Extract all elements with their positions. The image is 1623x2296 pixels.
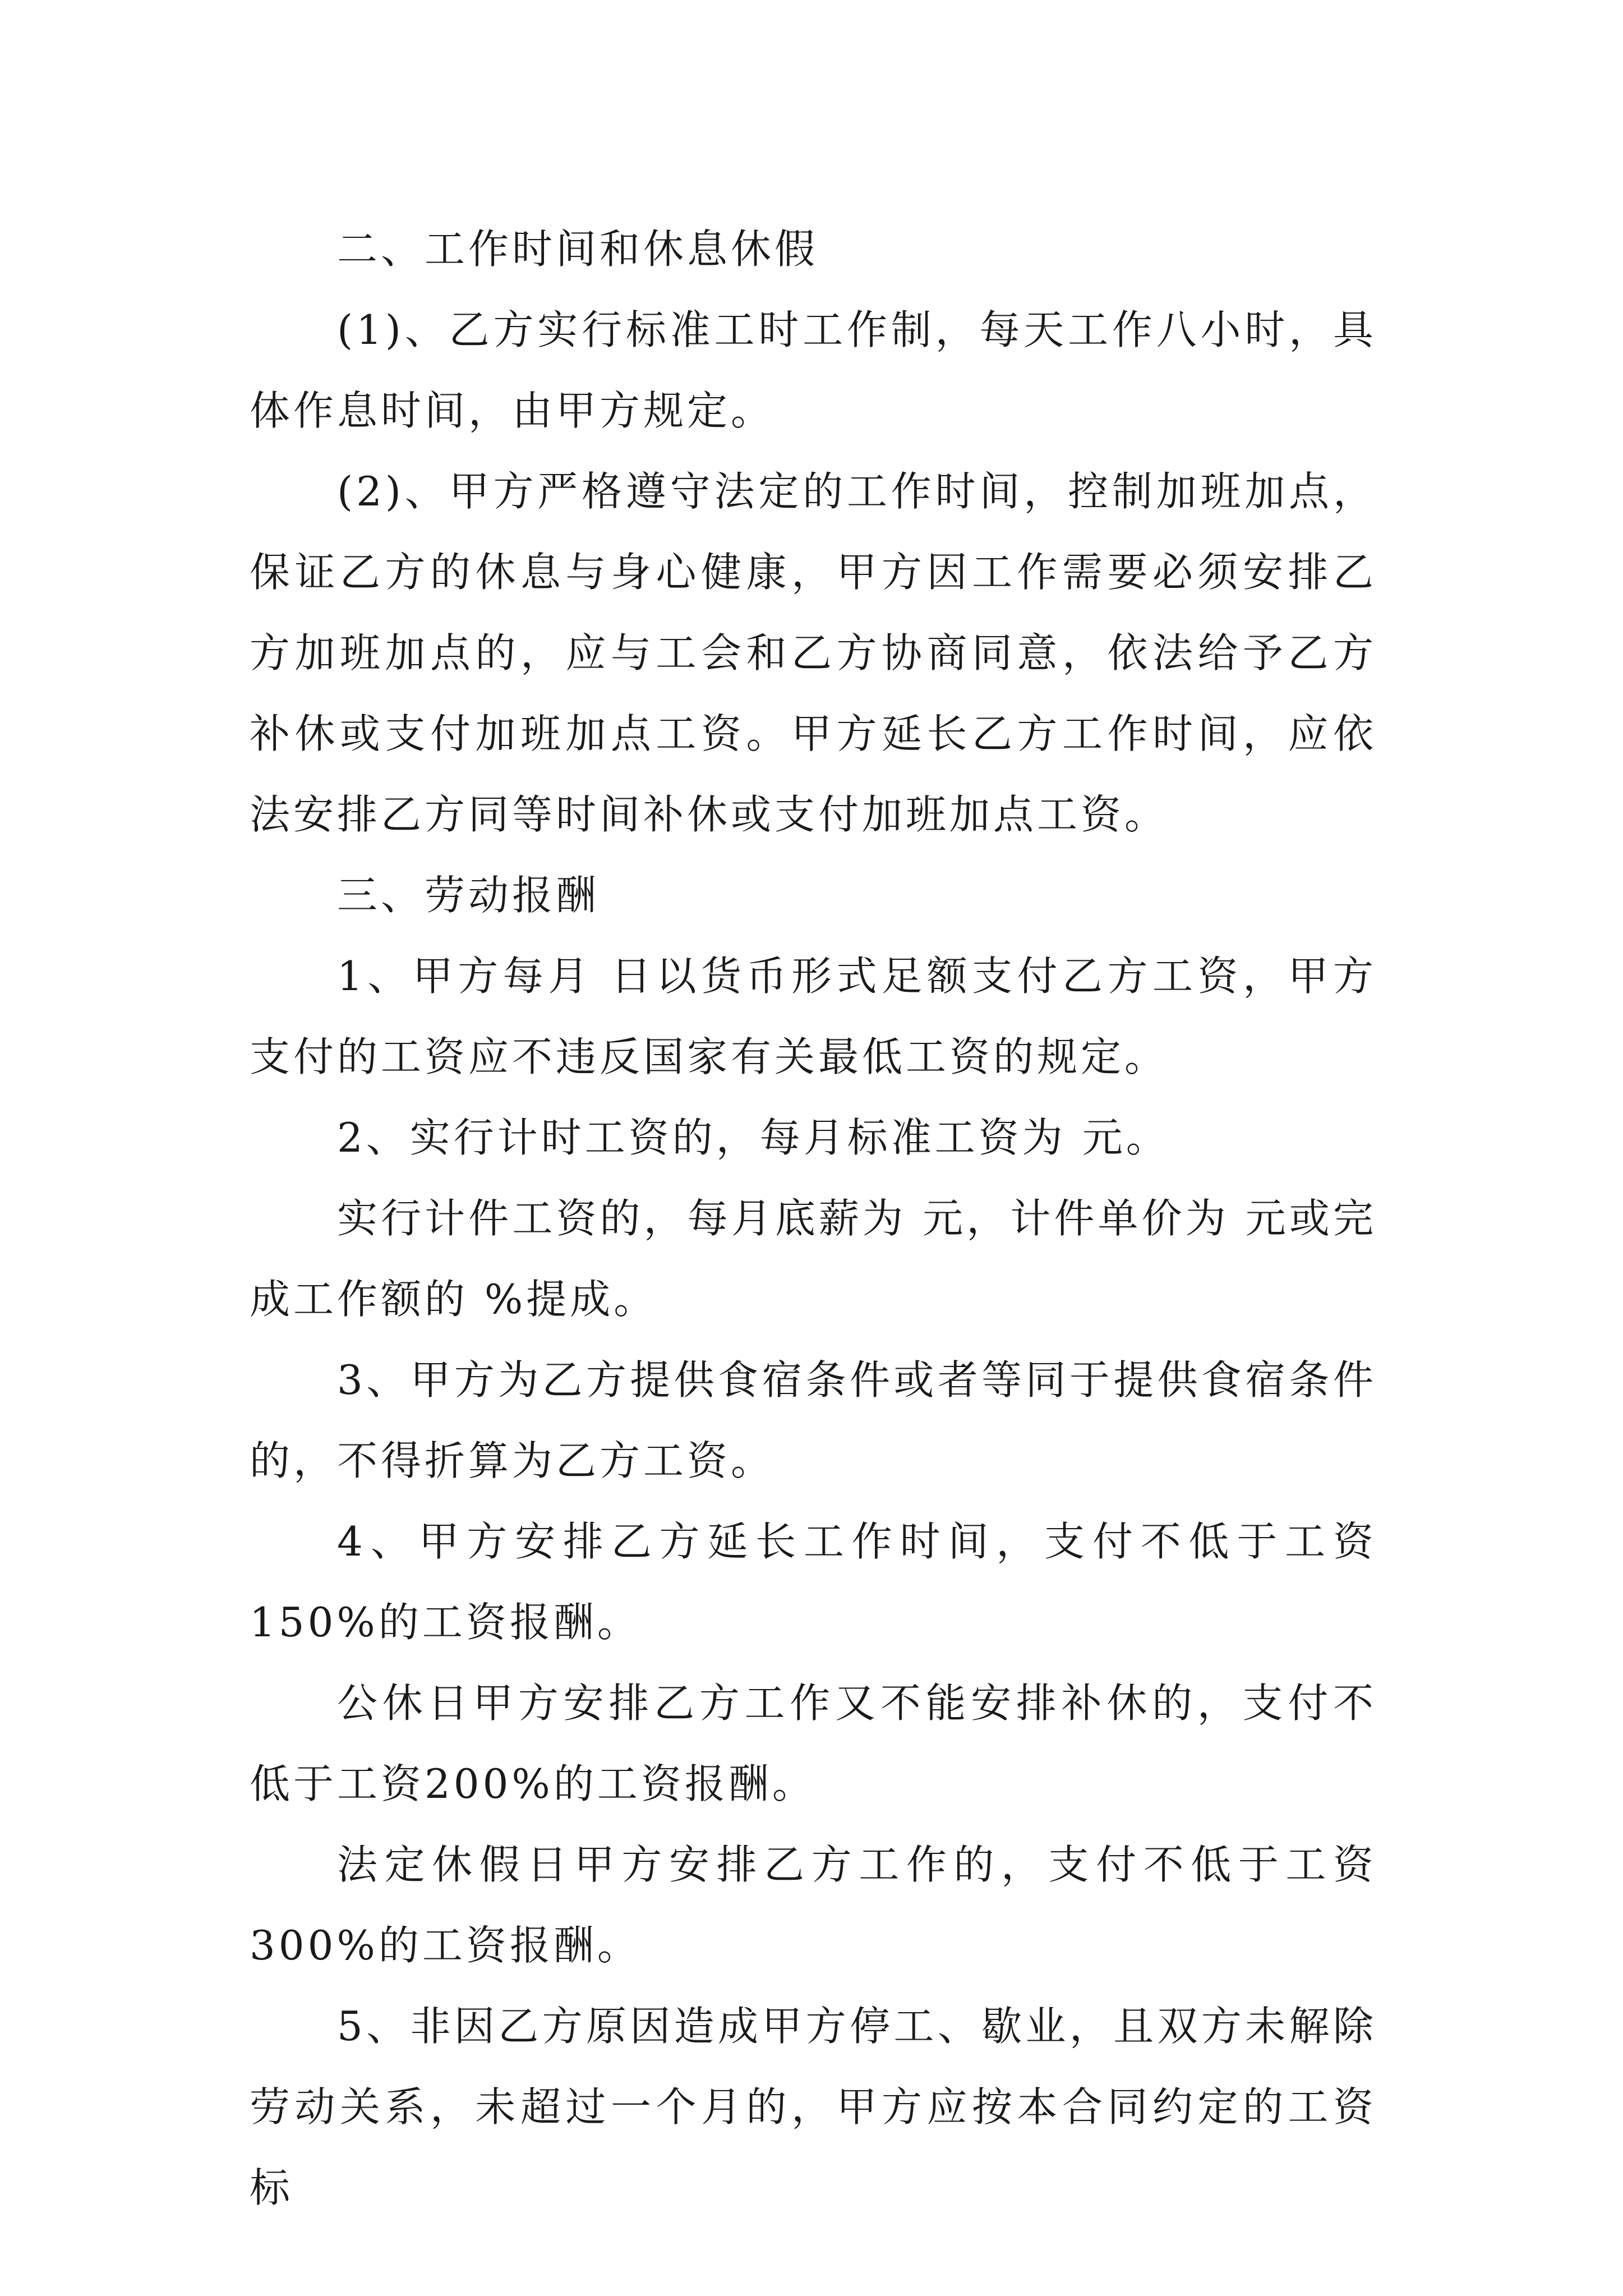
paragraph-rest-day-200: 公休日甲方安排乙方工作又不能安排补休的，支付不低于工资200%的工资报酬。 [250,1680,1377,1807]
paragraph-work-stoppage: 5、非因乙方原因造成甲方停工、歇业，且双方未解除劳动关系，未超过一个月的，甲方应按本合同约定的工资标 [250,2003,1377,2211]
paragraph-holiday-300: 法定休假日甲方安排乙方工作的，支付不低于工资300%的工资报酬。 [250,1841,1377,1969]
paragraph-piece-wage: 实行计件工资的，每月底薪为 元，计件单价为 元或完成工作额的 %提成。 [250,1195,1377,1323]
document-body [250,209,1377,2228]
section-heading-remuneration: 三、劳动报酬 [337,872,600,919]
paragraph-payment-date: 1、甲方每月 日以货币形式足额支付乙方工资，甲方支付的工资应不违反国家有关最低工资的规定。 [250,953,1377,1080]
paragraph-time-wage: 2、实行计时工资的，每月标准工资为 元。 [337,1114,1170,1161]
paragraph-room-board: 3、甲方为乙方提供食宿条件或者等同于提供食宿条件的，不得折算为乙方工资。 [250,1356,1377,1484]
paragraph-overtime-150: 4、甲方安排乙方延长工作时间，支付不低于工资150%的工资报酬。 [250,1518,1377,1646]
paragraph-overtime-rules: (2)、甲方严格遵守法定的工作时间，控制加班加点，保证乙方的休息与身心健康，甲方因工作需要必须安排乙方加班加点的，应与工会和乙方协商同意，依法给予乙方补休或支付加班加点工资。甲方延长乙方工作时间，应依法安排乙方同等时间补休或支付加班加点工资。 [250,468,1377,838]
paragraph-standard-hours: (1)、乙方实行标准工时工作制，每天工作八小时，具体作息时间，由甲方规定。 [250,306,1377,434]
section-heading-work-hours: 二、工作时间和休息休假 [337,226,819,273]
